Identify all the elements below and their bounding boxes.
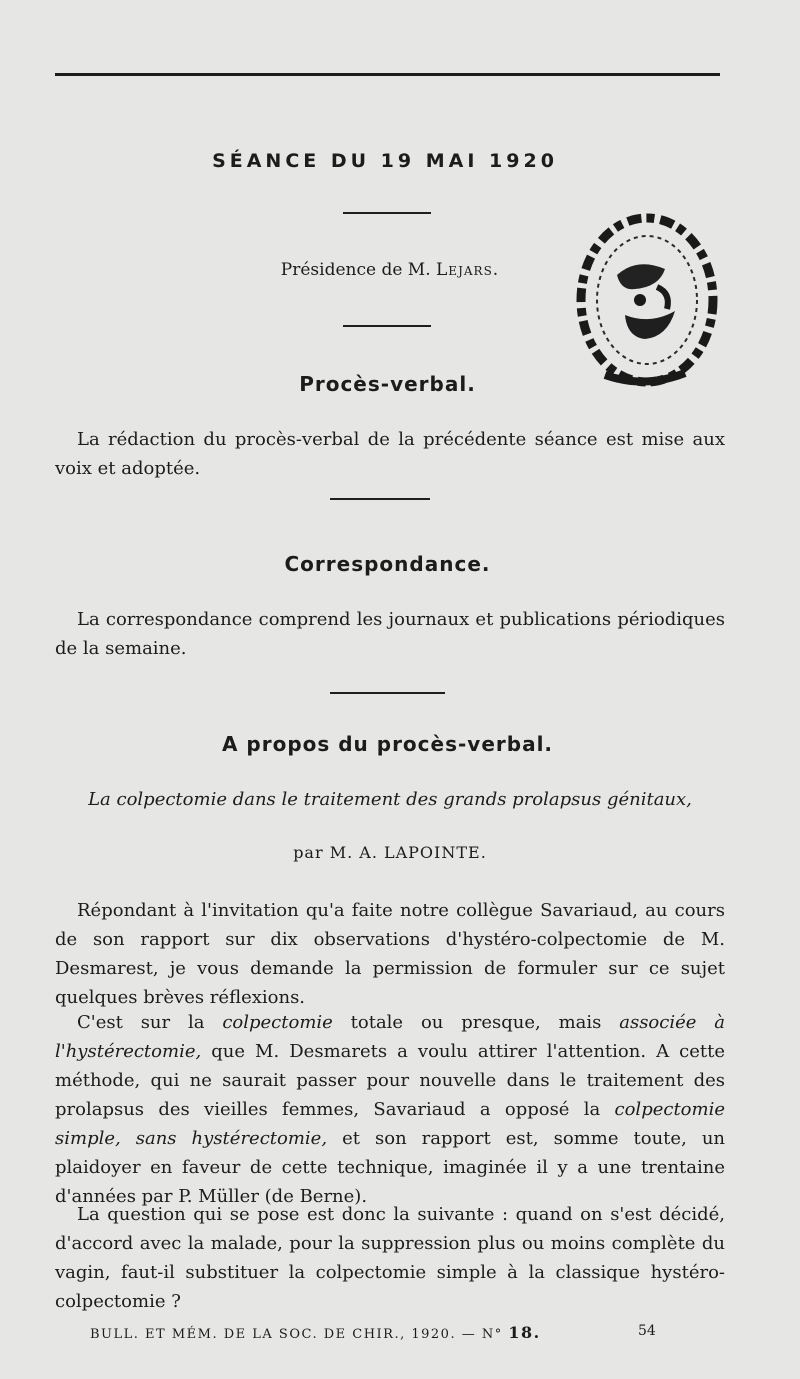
footer-reference-text: BULL. ET MÉM. DE LA SOC. DE CHIR., 1920. — N°	[90, 1327, 509, 1342]
a-propos-heading: A propos du procès-verbal.	[221, 732, 554, 756]
paragraph-text: que M. Desmarets a voulu attirer l'attention. A cette méthode, qui ne saurait passer pour nouvelle dans le traitement des prolapsus des vieilles femmes, Savariaud a opposé la	[55, 1041, 725, 1120]
separator-rule	[343, 212, 431, 214]
article-title: La colpectomie dans le traitement des grands prolapsus génitaux,	[88, 789, 692, 810]
article-paragraph: Répondant à l'invitation qu'a faite notre collègue Savariaud, au cours de son rapport sur dix observations d'hystéro-colpectomie de M. Desmarest, je vous demande la permission de formuler sur ce sujet quelques brèves réflexions.	[55, 900, 725, 1008]
article-byline: par M. A. LAPOINTE.	[293, 843, 487, 862]
paragraph-text: C'est sur la	[77, 1012, 223, 1033]
header-rule	[55, 73, 720, 76]
library-stamp-icon	[565, 205, 725, 395]
presidence-prefix: Présidence de M.	[280, 260, 437, 280]
president-name: Lejars.	[436, 260, 500, 280]
separator-rule	[330, 498, 430, 500]
correspondance-heading: Correspondance.	[284, 552, 491, 576]
emphasis-text: colpectomie	[222, 1012, 333, 1033]
page-number: 54	[638, 1323, 656, 1339]
issue-number: 18.	[508, 1323, 541, 1342]
emphasis-text: colpectomie simple, sans hystérectomie,	[55, 1099, 725, 1149]
separator-rule	[330, 692, 445, 694]
proces-verbal-text: La rédaction du procès-verbal de la précédente séance est mise aux voix et adoptée.	[55, 429, 725, 479]
footer-reference	[90, 1323, 541, 1342]
article-paragraph: La question qui se pose est donc la suivante : quand on s'est décidé, d'accord avec la malade, pour la suppression plus ou moins complète du vagin, faut-il substituer la colpectomie simple à la classique hystéro-colpectomie ?	[55, 1204, 725, 1312]
emphasis-text: associée à l'hystérectomie,	[55, 1012, 725, 1062]
proces-verbal-heading: Procès-verbal.	[299, 372, 476, 396]
seance-title: SÉANCE DU 19 MAI 1920	[212, 150, 558, 172]
paragraph-text: totale ou presque, mais	[332, 1012, 620, 1033]
correspondance-text: La correspondance comprend les journaux et publications périodiques de la semaine.	[55, 609, 725, 659]
article-paragraph	[55, 1008, 725, 1211]
paragraph-text: et son rapport est, somme toute, un plaidoyer en faveur de cette technique, imaginée il y a une trentaine d'années par P. Müller (de Berne).	[55, 1128, 726, 1207]
separator-rule	[343, 325, 431, 327]
